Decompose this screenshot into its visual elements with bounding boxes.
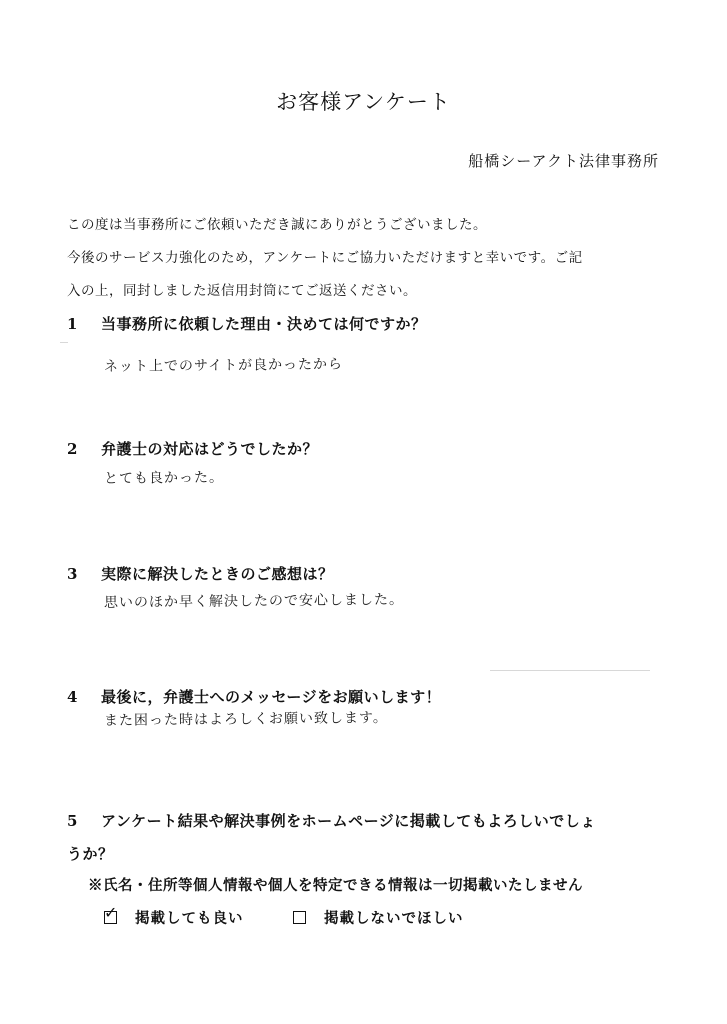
option-publish-ok[interactable] <box>104 903 244 928</box>
intro-line-2: 今後のサービス力強化のため，アンケートにご協力いただけますと幸いです。ご記 <box>67 250 583 266</box>
privacy-note: ※氏名・住所等個人情報や個人を特定できる情報は一切掲載いたしません <box>88 877 583 894</box>
option-label: 掲載しないでほしい <box>324 910 464 927</box>
question-5-continued: うか？ <box>67 845 114 863</box>
question-number: 1 <box>67 315 78 333</box>
question-5 <box>67 810 596 831</box>
question-1 <box>67 313 427 334</box>
question-text: 実際に解決したときのご感想は？ <box>101 565 334 583</box>
check-mark-icon: ✓ <box>104 903 119 922</box>
option-publish-ng[interactable] <box>293 907 464 928</box>
question-2 <box>67 438 318 459</box>
question-number: 2 <box>67 440 78 458</box>
question-3 <box>67 563 334 584</box>
page-title: お客様アンケート <box>276 90 451 114</box>
question-number: 5 <box>67 812 78 830</box>
question-number: 3 <box>67 565 78 583</box>
answer-3: 思いのほか早く解決したので安心しました。 <box>103 591 405 611</box>
option-label: 掲載しても良い <box>135 910 244 927</box>
answer-1: ネット上でのサイトが良かったから <box>103 356 344 375</box>
question-text: 最後に，弁護士へのメッセージをお願いします！ <box>101 688 442 706</box>
answer-4: また困った時はよろしくお願い致します。 <box>103 710 388 729</box>
scan-mark <box>60 342 68 343</box>
scan-mark <box>490 670 650 671</box>
question-text: 弁護士の対応はどうでしたか？ <box>101 440 319 458</box>
question-number: 4 <box>67 688 78 706</box>
question-4 <box>67 686 441 707</box>
checkbox[interactable] <box>104 903 119 924</box>
question-text: アンケート結果や解決事例をホームページに掲載してもよろしいでしょ <box>101 812 596 830</box>
question-text: 当事務所に依頼した理由・決めては何ですか？ <box>101 315 427 333</box>
checkbox[interactable] <box>293 911 306 924</box>
answer-2: とても良かった。 <box>103 469 225 487</box>
intro-line-3: 入の上，同封しました返信用封筒にてご返送ください。 <box>67 283 417 299</box>
intro-line-1: この度は当事務所にご依頼いただき誠にありがとうございました。 <box>67 217 487 233</box>
office-name: 船橋シーアクト法律事務所 <box>468 152 659 170</box>
